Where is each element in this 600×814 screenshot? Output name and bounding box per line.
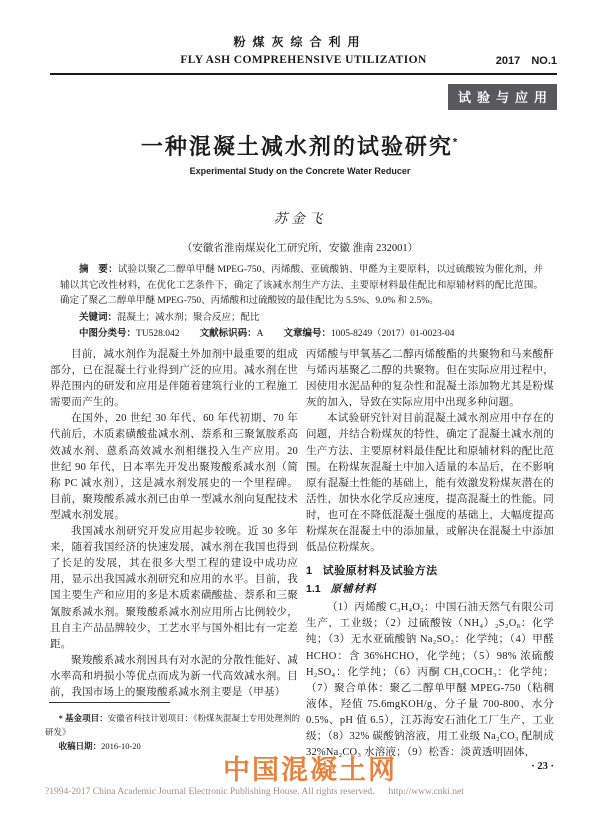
copyright-text: ?1994-2017 China Academic Journal Electronic Publishing House. All rights reserved.	[45, 787, 375, 797]
doc-code-label: 文献标识码：	[199, 328, 257, 339]
body-paragraph: 在国外，20 世纪 30 年代、60 年代初期、70 年代前后，木质素磺酸盐减水剂、萘系和三聚氰胺系高效减水剂、蒽系高效减水剂相继投入生产应用。20 世纪 90 年代，日本率先开发出聚羧酸系减水剂（简称 PC 减水剂），这是减水剂发展史的一个里程碑。目前，聚羧酸系减水剂已由单一型减水剂向复配技术型减水剂发展。	[50, 413, 298, 521]
body-paragraph: 丙烯酸与甲氧基乙二醇丙烯酸酯的共聚物和马来酸酐与烯丙基聚乙二醇的共聚物。但在实际应用过程中，因使用水泥品种的复杂性和混凝土添加物尤其是粉煤灰的加入，导致在实际应用中出现多种问题。	[306, 349, 554, 409]
footnote-fund	[45, 711, 300, 739]
journal-title-en: FLY ASH COMPREHENSIVE UTILIZATION	[180, 54, 427, 66]
clc-value: TU528.042	[136, 329, 180, 339]
article-id-value: 1005-8249（2017）01-0023-04	[330, 329, 455, 339]
footnote-block	[45, 702, 300, 753]
journal-header-row	[50, 54, 557, 70]
classification-line	[60, 326, 543, 343]
cnki-url: http://www.cnki.net	[388, 787, 464, 797]
keywords-line	[60, 310, 543, 327]
body-paragraph: 目前，减水剂作为混凝土外加剂中最重要的组成部分，已在混凝土行业得到广泛的应用。减水剂在世界范围内的研发和应用是伴随着建筑行业的工程施工需要而产生的。	[50, 349, 298, 409]
abstract-text: 试验以聚乙二醇单甲醚 MPEG-750、丙烯酸、亚硫酸钠、甲醛为主要原料，以过硫酸铵为催化剂，并辅以其它改性材料，在优化工艺条件下，确定了该减水剂生产方法、主要原材料最佳配比和原辅材料的配比范围。确定了聚乙二醇单甲醚 MPEG-750、丙烯酸和过硫酸铵的最佳配比为 5.5%、9.0% 和 2.5%。	[60, 265, 543, 306]
section-title: 试验原材料及试验方法	[322, 565, 438, 578]
article-title-en: Experimental Study on the Concrete Water Reducer	[189, 166, 411, 176]
footnote-divider	[49, 702, 170, 703]
materials-paragraph: （1）丙烯酸 C₃H₄O₂：中国石油天然气有限公司生产，工业级；（2）过硫酸铵（NH₄）₂S₂O₈：化学纯；（3）无水亚硫酸钠 Na₂SO₃：化学纯；（4）甲醛 HCHO：含 36%HCHO，化学纯；（5）98% 浓硫酸 H₂SO₄：化学纯；（6）丙酮 CH₃COCH₃：化学纯；（7）聚合单体：聚乙二醇单甲醚 MPEG-750（粘稠液体，羟值 75.6mgKOH/g、分子量 700-800、水分 0.5%、pH 值 6.5），江苏海安石油化工厂生产，工业级；（8）32% 碳酸钠溶液，用工业级 Na₂CO₃ 配制成 32%Na₂CO₃ 水溶液；（9）松香：淡黄透明固体，	[306, 602, 554, 759]
author-affiliation: （安徽省淮南煤炭化工研究所，安徽 淮南 232001）	[181, 243, 419, 254]
subsection-title: 原辅材料	[330, 584, 377, 596]
keywords-label: 关键词：	[79, 311, 118, 323]
date-label: 收稿日期：	[58, 741, 102, 751]
section-number: 1	[306, 565, 313, 578]
section-heading-1-1	[306, 581, 554, 596]
section-heading-1	[306, 562, 554, 578]
clc-label: 中图分类号：	[79, 328, 137, 339]
subsection-number: 1.1	[306, 583, 321, 596]
abstract-label: 摘 要：	[79, 264, 118, 275]
abstract-block	[60, 262, 543, 343]
body-paragraph: 聚羧酸系减水剂因具有对水泥的分散性能好、减水率高和坍损小等优点而成为新一代高效减水剂。目前，我国市场上的聚羧酸系减水剂主要是（甲基）	[50, 654, 298, 698]
journal-title-cn: 粉煤灰综合利用	[233, 35, 367, 49]
fund-label: * 基金项目：	[58, 713, 108, 723]
site-watermark: 中国混凝土网	[223, 755, 397, 785]
article-title-text: 一种混凝土减水剂的试验研究	[140, 134, 453, 159]
abstract-paragraph	[60, 262, 543, 310]
right-column	[306, 347, 554, 761]
article-id-label: 文章编号：	[283, 328, 331, 339]
copyright-line	[45, 787, 464, 797]
page-number: · 23 ·	[531, 761, 554, 772]
article-title	[0, 130, 600, 161]
left-column	[50, 347, 298, 701]
header-divider	[50, 73, 557, 75]
author-name: 苏金飞	[273, 211, 327, 226]
body-paragraph: 本试验研究针对目前混凝土减水剂应用中存在的问题，并结合粉煤灰的特性，确定了混凝土减水剂的生产方法、主要原材料最佳配比和原辅材料的配比范围。在粉煤灰混凝土中加入适量的本品后，在不影响原有混凝土性能的基础上，能有效激发粉煤灰潜在的活性，加快水化学反应速度，提高混凝土的性能。同时，也可在不降低混凝土强度的基础上，大幅度提高粉煤灰在混凝土中的添加量，或解决在混凝土中添加低品位粉煤灰。	[306, 413, 554, 554]
fund-text: 安徽省科技计划项目：《粉煤灰混凝土专用处理剂的研发》	[45, 713, 300, 737]
body-paragraph: 我国减水剂研究开发应用起步较晚。近 30 多年来，随着我国经济的快速发展，减水剂在我国也得到了长足的发展，其在很多大型工程的建设中成功应用，显示出我国减水剂研究和应用的水平。目前，我国主要生产和应用的多是木质素磺酸盐、萘系和三聚氰胺系减水剂。聚羧酸系减水剂应用所占比例较少，且自主产品品牌较少，工艺水平与国外相比有一定差距。	[50, 526, 298, 650]
section-badge: 试验与应用	[448, 84, 557, 110]
date-text: 2016-10-20	[101, 741, 141, 751]
issue-number: 2017 NO.1	[495, 55, 557, 67]
doc-code-value: A	[256, 329, 264, 339]
keywords-text: 混凝土；减水剂；聚合反应；配比	[117, 312, 260, 323]
title-footnote-mark: *	[452, 136, 460, 149]
